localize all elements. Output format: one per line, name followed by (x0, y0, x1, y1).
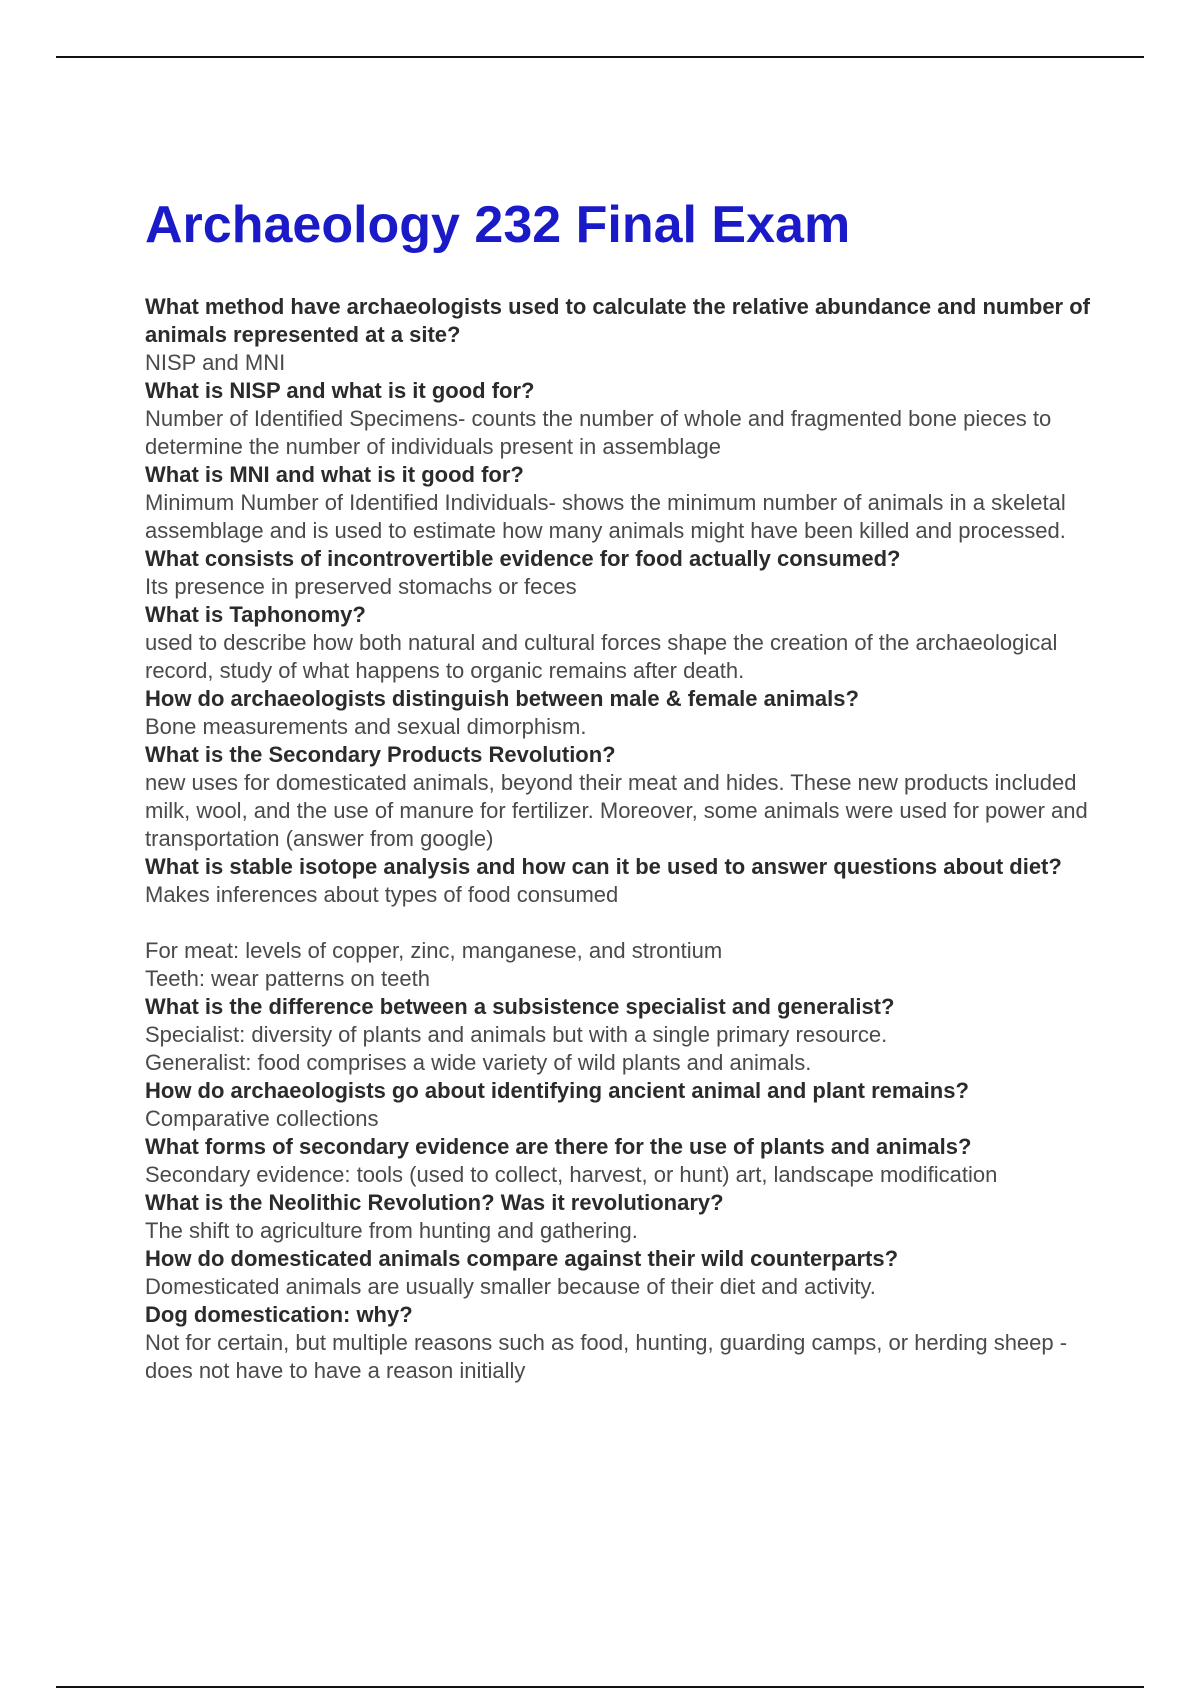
answer-line: Bone measurements and sexual dimorphism. (145, 714, 587, 739)
answer-line: Number of Identified Specimens- counts the number of whole and fragmented bone pieces to determine the number of individuals present in assemblage (145, 406, 1052, 459)
answer-text (145, 405, 1095, 461)
question-text: Dog domestication: why? (145, 1302, 413, 1327)
answer-text (145, 1217, 1095, 1245)
qa-item (145, 545, 1095, 601)
top-rule (56, 56, 1144, 58)
qa-item (145, 601, 1095, 685)
qa-item (145, 1077, 1095, 1133)
answer-text (145, 881, 1095, 993)
answer-text (145, 1021, 1095, 1077)
qa-item (145, 1301, 1095, 1385)
answer-line: The shift to agriculture from hunting and gathering. (145, 1218, 638, 1243)
qa-item (145, 461, 1095, 545)
qa-item (145, 685, 1095, 741)
qa-list (145, 293, 1095, 1385)
answer-text (145, 1329, 1095, 1385)
answer-line: Domesticated animals are usually smaller because of their diet and activity. (145, 1274, 876, 1299)
answer-line: Not for certain, but multiple reasons such as food, hunting, guarding camps, or herding sheep - does not have to have a reason initially (145, 1330, 1068, 1383)
qa-item (145, 1189, 1095, 1245)
qa-item (145, 853, 1095, 993)
answer-line: new uses for domesticated animals, beyond their meat and hides. These new products included milk, wool, and the use of manure for fertilizer. Moreover, some animals were used for power and transportation (answer from google) (145, 770, 1088, 851)
question-text: What forms of secondary evidence are there for the use of plants and animals? (145, 1134, 972, 1159)
answer-line: Comparative collections (145, 1106, 379, 1131)
question-text: What method have archaeologists used to calculate the relative abundance and number of animals represented at a site? (145, 294, 1090, 347)
answer-line: Minimum Number of Identified Individuals- shows the minimum number of animals in a skeletal assemblage and is used to estimate how many animals might have been killed and processed. (145, 490, 1066, 543)
answer-line: Its presence in preserved stomachs or feces (145, 574, 577, 599)
qa-item (145, 293, 1095, 377)
qa-item (145, 1133, 1095, 1189)
answer-text (145, 1161, 1095, 1189)
question-text: How do archaeologists go about identifying ancient animal and plant remains? (145, 1078, 969, 1103)
answer-line: used to describe how both natural and cultural forces shape the creation of the archaeological record, study of what happens to organic remains after death. (145, 630, 1058, 683)
answer-line: For meat: levels of copper, zinc, manganese, and strontium (145, 938, 723, 963)
qa-item (145, 1245, 1095, 1301)
answer-text (145, 629, 1095, 685)
question-text: What is NISP and what is it good for? (145, 378, 535, 403)
answer-line: Makes inferences about types of food consumed (145, 882, 619, 907)
question-text: What is MNI and what is it good for? (145, 462, 524, 487)
answer-text (145, 349, 1095, 377)
answer-text (145, 1273, 1095, 1301)
question-text: What is Taphonomy? (145, 602, 366, 627)
answer-line: Teeth: wear patterns on teeth (145, 966, 430, 991)
bottom-rule (56, 1686, 1144, 1688)
qa-item (145, 377, 1095, 461)
answer-line: Generalist: food comprises a wide variety of wild plants and animals. (145, 1050, 812, 1075)
question-text: What is the difference between a subsistence specialist and generalist? (145, 994, 895, 1019)
question-text: What is the Secondary Products Revolution? (145, 742, 616, 767)
page-title: Archaeology 232 Final Exam (145, 196, 851, 254)
qa-item (145, 993, 1095, 1077)
answer-blank-line (145, 909, 1095, 937)
question-text: What is the Neolithic Revolution? Was it revolutionary? (145, 1190, 724, 1215)
answer-text (145, 769, 1095, 853)
answer-text (145, 489, 1095, 545)
answer-line: Specialist: diversity of plants and animals but with a single primary resource. (145, 1022, 888, 1047)
question-text: How do domesticated animals compare against their wild counterparts? (145, 1246, 899, 1271)
answer-text (145, 573, 1095, 601)
question-text: What is stable isotope analysis and how can it be used to answer questions about diet? (145, 854, 1062, 879)
answer-text (145, 1105, 1095, 1133)
qa-item (145, 741, 1095, 853)
answer-line: Secondary evidence: tools (used to collect, harvest, or hunt) art, landscape modification (145, 1162, 998, 1187)
answer-line: NISP and MNI (145, 350, 286, 375)
question-text: What consists of incontrovertible evidence for food actually consumed? (145, 546, 901, 571)
question-text: How do archaeologists distinguish between male & female animals? (145, 686, 859, 711)
answer-text (145, 713, 1095, 741)
